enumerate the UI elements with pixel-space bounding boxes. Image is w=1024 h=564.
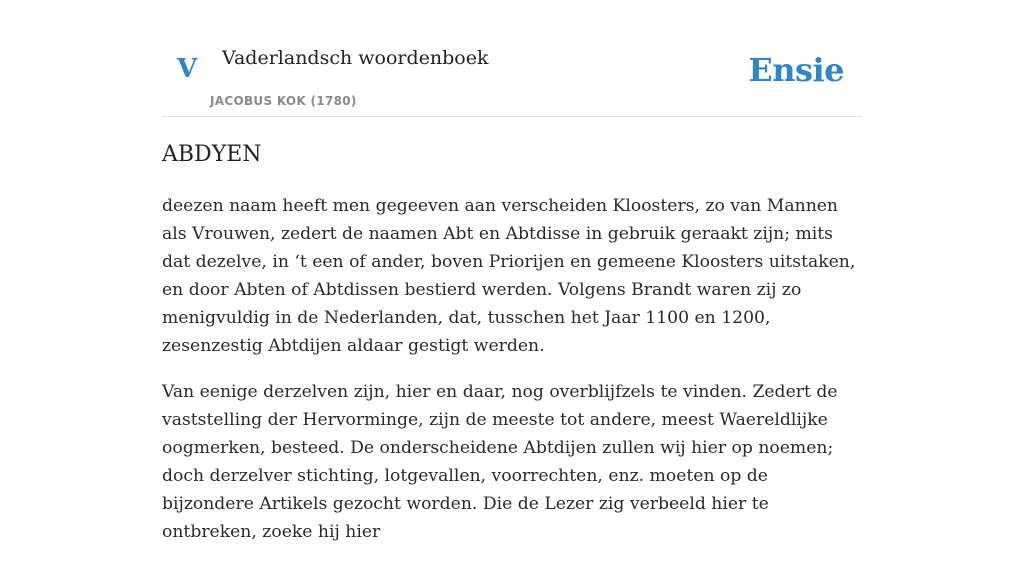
entry-body: [162, 192, 864, 564]
book-author: JACOBUS KOK (1780): [210, 94, 357, 108]
entry-paragraph: Van eenige derzelven zijn, hier en daar, nog overblijfzels te vinden. Zedert de vaststelling der Hervorminge, zijn de meeste tot andere, meest Waereldlijke oogmerken, besteed. De onderscheidene Abtdijen zullen wij hier op noemen; doch derzelver stichting, lotgevallen, voorrechten, enz. moeten op de bijzondere Artikels gezocht worden. Die de Lezer zig verbeeld hier te ontbreken, zoeke hij hier: [162, 382, 838, 542]
ensie-logo-link[interactable]: Ensie: [748, 51, 844, 89]
entry-paragraph: deezen naam heeft men gegeeven aan verscheiden Kloosters, zo van Mannen als Vrouwen, zedert de naamen Abt en Abtdisse in gebruik geraakt zijn; mits dat dezelve, in ‘t een of ander, boven Priorijen en gemeene Kloosters uitstaken, en door Abten of Abtdissen bestierd werden. Volgens Brandt waren zij zo menigvuldig in de Nederlanden, dat, tusschen het Jaar 1100 en 1200, zesenzestig Abtdijen aldaar gestigt werden.: [162, 196, 856, 356]
book-title-link[interactable]: Vaderlandsch woordenboek: [222, 47, 489, 69]
book-letter-link[interactable]: V: [177, 54, 198, 84]
entry-title: ABDYEN: [162, 142, 262, 167]
header: [162, 0, 862, 117]
